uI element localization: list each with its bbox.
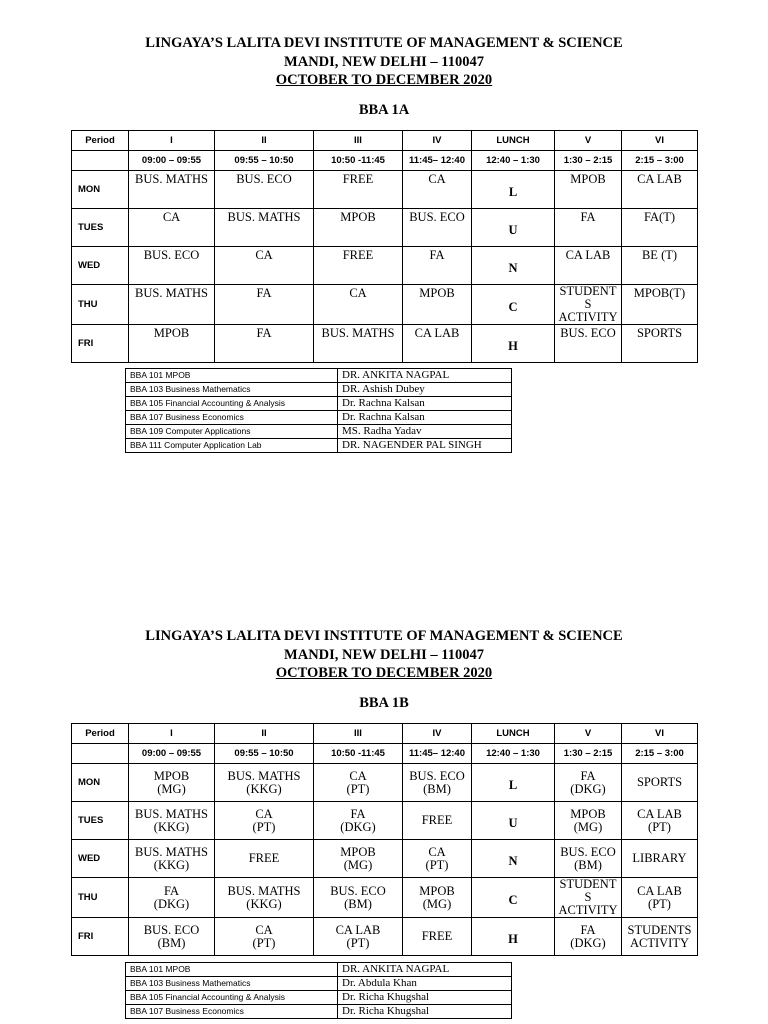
header-cell: II — [215, 131, 314, 151]
day-label: THU — [72, 878, 129, 918]
teacher-name: Dr. Rachna Kalsan — [338, 411, 512, 425]
subject-cell: CA (PT) — [403, 840, 472, 878]
subject-cell: BUS. MATHS (KKG) — [215, 878, 314, 918]
time-cell: 09:55 – 10:50 — [215, 744, 314, 764]
timetable-1b — [71, 723, 698, 956]
period-header-row — [72, 131, 698, 151]
faculty-table-1a — [125, 368, 512, 453]
course-name: BBA 107 Business Economics — [126, 1005, 338, 1019]
subject-cell: BUS. MATHS — [129, 285, 215, 325]
subject-cell: FREE — [215, 840, 314, 878]
teacher-name: Dr. Richa Khugshal — [338, 991, 512, 1005]
class-title: BBA 1B — [359, 694, 409, 711]
time-cell: 2:15 – 3:00 — [622, 151, 698, 171]
teacher-name: DR. Ashish Dubey — [338, 383, 512, 397]
time-cell: 09:00 – 09:55 — [129, 151, 215, 171]
header-cell: Period — [72, 131, 129, 151]
subject-cell: CA LAB (PT) — [622, 802, 698, 840]
faculty-row — [126, 383, 512, 397]
subject-cell: CA — [129, 209, 215, 247]
lunch-letter: L — [472, 764, 555, 802]
subject-cell: CA (PT) — [314, 764, 403, 802]
time-cell — [72, 151, 129, 171]
subject-cell: STUDENT S ACTIVITY — [555, 878, 622, 918]
subject-cell: BUS. MATHS (KKG) — [129, 840, 215, 878]
institute-name: LINGAYA’S LALITA DEVI INSTITUTE OF MANAGEMENT & SCIENCE — [145, 35, 623, 51]
subject-cell: STUDENT S ACTIVITY — [555, 285, 622, 325]
subject-cell: BUS. ECO — [403, 209, 472, 247]
lunch-letter: C — [472, 878, 555, 918]
faculty-row — [126, 397, 512, 411]
subject-cell: MPOB — [555, 171, 622, 209]
teacher-name: MS. Radha Yadav — [338, 425, 512, 439]
course-name: BBA 105 Financial Accounting & Analysis — [126, 991, 338, 1005]
day-label: FRI — [72, 918, 129, 956]
time-row — [72, 744, 698, 764]
subject-cell: CA LAB — [622, 171, 698, 209]
day-label: WED — [72, 840, 129, 878]
schedule-body — [72, 764, 698, 956]
time-cell: 10:50 -11:45 — [314, 151, 403, 171]
subject-cell: FA (DKG) — [555, 918, 622, 956]
institute-address: MANDI, NEW DELHI – 110047 — [284, 53, 484, 70]
header-cell: III — [314, 724, 403, 744]
institute-name: LINGAYA’S LALITA DEVI INSTITUTE OF MANAGEMENT & SCIENCE — [145, 628, 623, 644]
teacher-name: Dr. Richa Khugshal — [338, 1005, 512, 1019]
faculty-row — [126, 439, 512, 453]
time-cell: 11:45– 12:40 — [403, 744, 472, 764]
timetable-header-1b — [0, 627, 768, 712]
header-cell: III — [314, 131, 403, 151]
subject-cell: MPOB (MG) — [314, 840, 403, 878]
subject-cell: BUS. ECO — [215, 171, 314, 209]
day-label: THU — [72, 285, 129, 325]
header-cell: LUNCH — [472, 131, 555, 151]
course-name: BBA 109 Computer Applications — [126, 425, 338, 439]
subject-cell: FA (DKG) — [129, 878, 215, 918]
lunch-letter: U — [472, 802, 555, 840]
subject-cell: FREE — [314, 171, 403, 209]
teacher-name: Dr. Rachna Kalsan — [338, 397, 512, 411]
header-cell: V — [555, 724, 622, 744]
subject-cell: CA — [403, 171, 472, 209]
course-name: BBA 101 MPOB — [126, 369, 338, 383]
subject-cell: SPORTS — [622, 325, 698, 363]
header-cell: IV — [403, 724, 472, 744]
subject-cell: BUS. ECO — [555, 325, 622, 363]
subject-cell: CA LAB — [555, 247, 622, 285]
subject-cell: BUS. MATHS — [314, 325, 403, 363]
subject-cell: BUS. ECO — [129, 247, 215, 285]
subject-cell: BUS. MATHS — [215, 209, 314, 247]
time-cell: 09:00 – 09:55 — [129, 744, 215, 764]
subject-cell: MPOB(T) — [622, 285, 698, 325]
day-label: TUES — [72, 209, 129, 247]
lunch-letter: C — [472, 285, 555, 325]
header-cell: I — [129, 131, 215, 151]
subject-cell: BUS. MATHS (KKG) — [129, 802, 215, 840]
subject-cell: CA LAB (PT) — [314, 918, 403, 956]
subject-cell: CA — [215, 247, 314, 285]
day-label: TUES — [72, 802, 129, 840]
timetable-1a — [71, 130, 698, 363]
term-title: OCTOBER TO DECEMBER 2020 — [275, 72, 493, 88]
time-cell: 12:40 – 1:30 — [472, 151, 555, 171]
subject-cell: MPOB (MG) — [129, 764, 215, 802]
course-name: BBA 103 Business Mathematics — [126, 383, 338, 397]
subject-cell: FA — [215, 285, 314, 325]
lunch-letter: N — [472, 247, 555, 285]
faculty-table-1b — [125, 962, 512, 1019]
lunch-letter: N — [472, 840, 555, 878]
header-cell: II — [215, 724, 314, 744]
class-title: BBA 1A — [358, 101, 410, 118]
lunch-letter: H — [472, 918, 555, 956]
header-cell: LUNCH — [472, 724, 555, 744]
header-cell: IV — [403, 131, 472, 151]
subject-cell: CA (PT) — [215, 802, 314, 840]
teacher-name: DR. NAGENDER PAL SINGH — [338, 439, 512, 453]
subject-cell: BUS. ECO (BM) — [555, 840, 622, 878]
subject-cell: BUS. MATHS (KKG) — [215, 764, 314, 802]
subject-cell: CA LAB — [403, 325, 472, 363]
faculty-row — [126, 991, 512, 1005]
subject-cell: FREE — [403, 918, 472, 956]
day-label: WED — [72, 247, 129, 285]
day-row — [72, 171, 698, 209]
subject-cell: MPOB — [129, 325, 215, 363]
lunch-letter: H — [472, 325, 555, 363]
day-row — [72, 840, 698, 878]
subject-cell: FA (DKG) — [555, 764, 622, 802]
course-name: BBA 105 Financial Accounting & Analysis — [126, 397, 338, 411]
subject-cell: SPORTS — [622, 764, 698, 802]
schedule-body — [72, 171, 698, 363]
day-row — [72, 285, 698, 325]
lunch-letter: L — [472, 171, 555, 209]
header-cell: Period — [72, 724, 129, 744]
institute-address: MANDI, NEW DELHI – 110047 — [284, 646, 484, 663]
faculty-body — [126, 963, 512, 1019]
time-row — [72, 151, 698, 171]
subject-cell: FA — [215, 325, 314, 363]
day-label: FRI — [72, 325, 129, 363]
time-cell — [72, 744, 129, 764]
header-cell: VI — [622, 131, 698, 151]
day-row — [72, 247, 698, 285]
day-row — [72, 325, 698, 363]
subject-cell: MPOB (MG) — [555, 802, 622, 840]
faculty-row — [126, 369, 512, 383]
day-row — [72, 764, 698, 802]
course-name: BBA 111 Computer Application Lab — [126, 439, 338, 453]
time-cell: 2:15 – 3:00 — [622, 744, 698, 764]
teacher-name: DR. ANKITA NAGPAL — [338, 369, 512, 383]
lunch-letter: U — [472, 209, 555, 247]
header-cell: V — [555, 131, 622, 151]
subject-cell: MPOB (MG) — [403, 878, 472, 918]
subject-cell: BUS. MATHS — [129, 171, 215, 209]
faculty-row — [126, 411, 512, 425]
time-cell: 1:30 – 2:15 — [555, 744, 622, 764]
subject-cell: BUS. ECO (BM) — [403, 764, 472, 802]
day-row — [72, 878, 698, 918]
time-cell: 11:45– 12:40 — [403, 151, 472, 171]
faculty-row — [126, 425, 512, 439]
time-cell: 1:30 – 2:15 — [555, 151, 622, 171]
day-label: MON — [72, 171, 129, 209]
subject-cell: CA — [314, 285, 403, 325]
time-cell: 09:55 – 10:50 — [215, 151, 314, 171]
faculty-body — [126, 369, 512, 453]
course-name: BBA 107 Business Economics — [126, 411, 338, 425]
subject-cell: FREE — [314, 247, 403, 285]
subject-cell: CA LAB (PT) — [622, 878, 698, 918]
faculty-row — [126, 963, 512, 977]
day-row — [72, 209, 698, 247]
term-title: OCTOBER TO DECEMBER 2020 — [275, 665, 493, 681]
course-name: BBA 103 Business Mathematics — [126, 977, 338, 991]
subject-cell: MPOB — [403, 285, 472, 325]
subject-cell: FA(T) — [622, 209, 698, 247]
day-label: MON — [72, 764, 129, 802]
faculty-row — [126, 977, 512, 991]
subject-cell: BE (T) — [622, 247, 698, 285]
subject-cell: BUS. ECO (BM) — [314, 878, 403, 918]
teacher-name: Dr. Abdula Khan — [338, 977, 512, 991]
subject-cell: FA — [403, 247, 472, 285]
subject-cell: CA (PT) — [215, 918, 314, 956]
teacher-name: DR. ANKITA NAGPAL — [338, 963, 512, 977]
timetable-header-1a — [0, 34, 768, 119]
time-cell: 10:50 -11:45 — [314, 744, 403, 764]
subject-cell: STUDENTS ACTIVITY — [622, 918, 698, 956]
period-header-row — [72, 724, 698, 744]
subject-cell: FREE — [403, 802, 472, 840]
subject-cell: FA (DKG) — [314, 802, 403, 840]
header-cell: I — [129, 724, 215, 744]
faculty-row — [126, 1005, 512, 1019]
subject-cell: MPOB — [314, 209, 403, 247]
time-cell: 12:40 – 1:30 — [472, 744, 555, 764]
day-row — [72, 918, 698, 956]
day-row — [72, 802, 698, 840]
subject-cell: LIBRARY — [622, 840, 698, 878]
subject-cell: BUS. ECO (BM) — [129, 918, 215, 956]
header-cell: VI — [622, 724, 698, 744]
subject-cell: FA — [555, 209, 622, 247]
course-name: BBA 101 MPOB — [126, 963, 338, 977]
